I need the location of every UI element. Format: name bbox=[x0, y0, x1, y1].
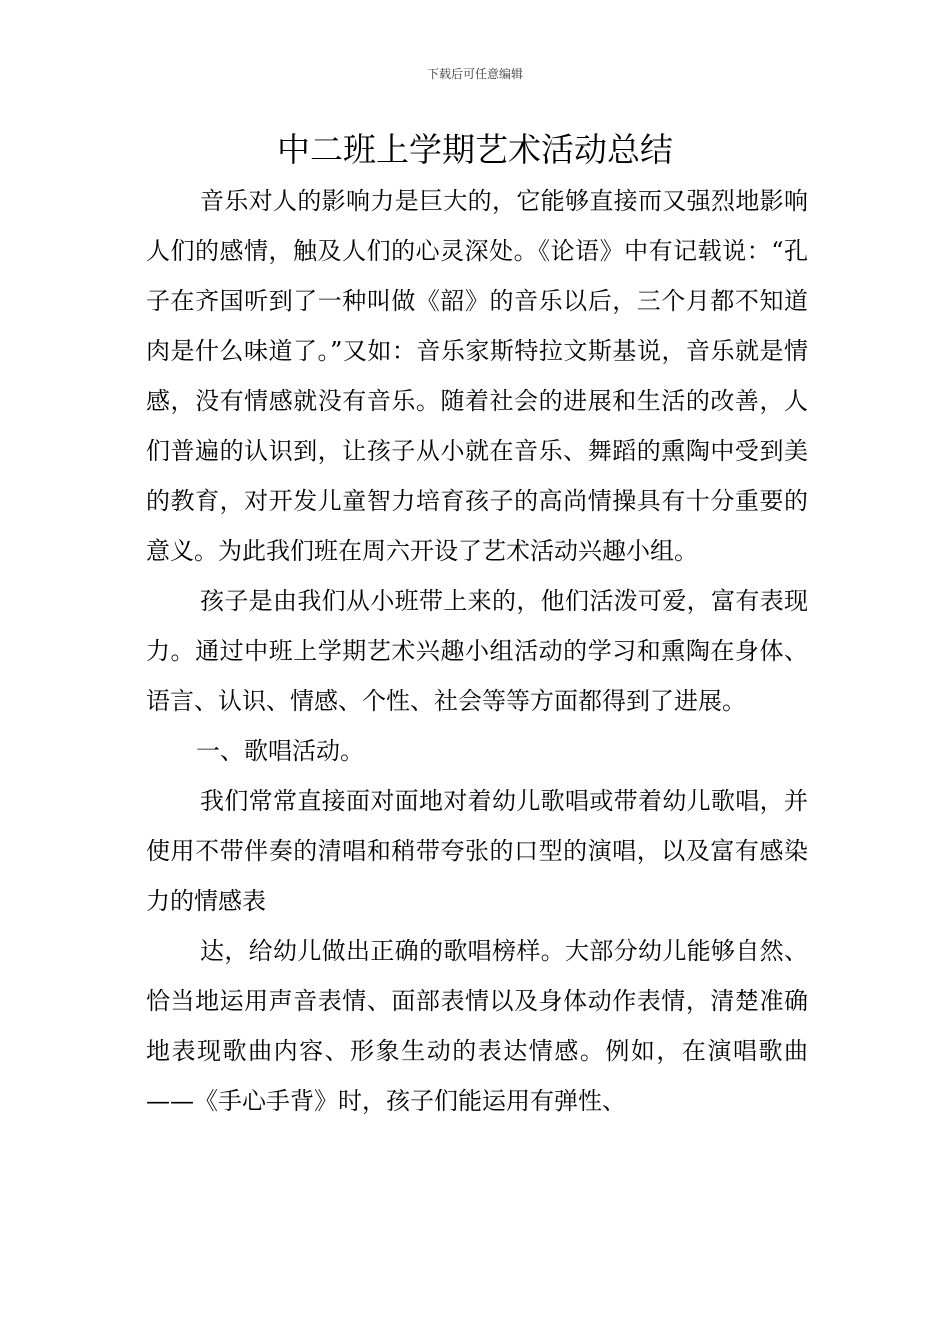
document-body bbox=[146, 176, 808, 1126]
paragraph-singing-method: 我们常常直接面对面地对着幼儿歌唱或带着幼儿歌唱，并使用不带伴奏的清唱和稍带夸张的口型的演唱，以及富有感染力的情感表 bbox=[146, 787, 808, 915]
paragraph-intro: 音乐对人的影响力是巨大的，它能够直接而又强烈地影响人们的感情，触及人们的心灵深处。《论语》中有记载说：“孔子在齐国听到了一种叫做《韶》的音乐以后，三个月都不知道肉是什么味道了。”又如：音乐家斯特拉文斯基说，音乐就是情感，没有情感就没有音乐。随着社会的进展和生活的改善，人们普遍的认识到，让孩子从小就在音乐、舞蹈的熏陶中受到美的教育，对开发儿童智力培育孩子的高尚情操具有十分重要的意义。为此我们班在周六开设了艺术活动兴趣小组。 bbox=[146, 187, 808, 565]
section-heading-singing: 一、歌唱活动。 bbox=[196, 737, 364, 765]
header-note: 下载后可任意编辑 bbox=[426, 67, 523, 81]
paragraph-singing-result: 达，给幼儿做出正确的歌唱榜样。大部分幼儿能够自然、恰当地运用声音表情、面部表情以及身体动作表情，清楚准确地表现歌曲内容、形象生动的表达情感。例如，在演唱歌曲——《手心手背》时，孩子们能运用有弹性、 bbox=[146, 937, 808, 1115]
page-title: 中二班上学期艺术活动总结 bbox=[277, 130, 673, 169]
paragraph-children: 孩子是由我们从小班带上来的，他们活泼可爱，富有表现力。通过中班上学期艺术兴趣小组活动的学习和熏陶在身体、语言、认识、情感、个性、社会等等方面都得到了进展。 bbox=[146, 587, 808, 715]
